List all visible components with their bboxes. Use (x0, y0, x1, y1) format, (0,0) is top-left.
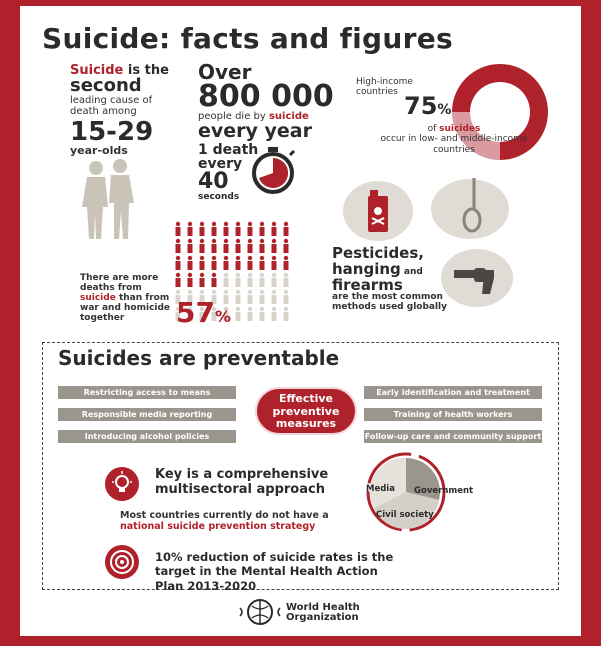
target-icon (104, 544, 140, 580)
people-die-text: people die by (198, 111, 269, 122)
low-middle-income-text (364, 124, 544, 155)
pictogram-person-suicide (200, 256, 205, 270)
lightbulb-icon (104, 466, 140, 502)
pictogram-person-suicide (272, 256, 277, 270)
suicide-word-2: suicide (268, 111, 309, 122)
percent-57 (176, 296, 231, 329)
pictogram-person-suicide (260, 222, 265, 236)
percent-75-number: 75 (404, 92, 438, 120)
every-text: every (198, 156, 243, 172)
fact-deaths (198, 62, 348, 141)
pictogram-person-other (260, 290, 265, 304)
is-the-text: is the (123, 63, 169, 78)
stopwatch-icon (248, 146, 304, 194)
most-countries-pre: Most countries currently do not have a (120, 510, 329, 521)
pictogram-person-suicide (176, 256, 181, 270)
pictogram-person-suicide (284, 222, 289, 236)
effective-measures-badge: Effective preventive measures (255, 387, 357, 435)
pictogram-person-suicide (188, 256, 193, 270)
pictogram-person-other (272, 290, 277, 304)
who-name-line1: World Health (286, 602, 360, 613)
pictogram-person-suicide (224, 239, 229, 253)
pictogram-person-suicide (236, 222, 241, 236)
measure-right-3: Follow-up care and community support (364, 432, 542, 441)
methods-title-2: firearms (332, 275, 403, 294)
one-death-text: 1 death (198, 142, 259, 158)
target-text: 10% reduction of suicide rates is the target in the Mental Health Action Plan 2013-2020 (155, 550, 394, 593)
pictogram-person-suicide (200, 239, 205, 253)
who-name-line2: Organization (286, 612, 359, 623)
pictogram-person-other (248, 307, 253, 321)
methods-subtitle: are the most common methods used globally (332, 292, 448, 312)
pictogram-person-suicide (236, 239, 241, 253)
pictogram-person-suicide (212, 273, 217, 287)
cycle-label-media: Media (366, 484, 395, 494)
year-olds-text: year-olds (70, 144, 128, 157)
deaths-number: 800 000 (198, 79, 334, 114)
pictogram-person-suicide (260, 239, 265, 253)
pictogram-person-other (260, 307, 265, 321)
percent-57-number: 57 (176, 296, 215, 329)
pictogram-person-other (272, 273, 277, 287)
pictogram-person-suicide (200, 273, 205, 287)
pictogram-person-suicide (176, 239, 181, 253)
young-people-icon (72, 158, 142, 240)
over-text: Over (198, 60, 252, 84)
pictogram-person-suicide (212, 239, 217, 253)
pictogram-person-other (284, 290, 289, 304)
who-logo-icon (238, 598, 282, 626)
measure-right-1: Early identification and treatment (364, 386, 542, 399)
seconds-text: seconds (198, 192, 240, 202)
pictogram-person-suicide (212, 222, 217, 236)
most-countries-text (120, 510, 350, 533)
pictogram-person-other (236, 290, 241, 304)
measure-left-3: Introducing alcohol policies (58, 430, 236, 443)
seconds-number: 40 (198, 169, 229, 194)
national-strategy-text: national suicide prevention strategy (120, 521, 316, 533)
pictogram-person-suicide (284, 239, 289, 253)
pictogram-person-suicide (272, 239, 277, 253)
pesticide-icon (342, 180, 414, 242)
every-year-text: every year (198, 120, 312, 142)
who-name (286, 603, 360, 623)
key-approach-text: Key is a comprehensive multisectoral approach (155, 467, 329, 497)
pictogram-person-other (284, 307, 289, 321)
suicides-word: suicides (439, 124, 481, 134)
pictogram-person-suicide (188, 239, 193, 253)
methods-title (332, 246, 452, 278)
preventable-title: Suicides are preventable (58, 346, 340, 370)
pictogram-person-suicide (248, 222, 253, 236)
second-text: second (70, 75, 142, 96)
pictogram-person-suicide (284, 256, 289, 270)
pictogram-person-other (284, 273, 289, 287)
pictogram-person-other (236, 307, 241, 321)
measure-left-2: Responsible media reporting (58, 408, 236, 421)
noose-icon (430, 178, 510, 240)
pictogram-person-suicide (224, 256, 229, 270)
suicide-word-3: suicide (80, 292, 116, 303)
pictogram-person-other (248, 290, 253, 304)
leading-cause-text: leading cause of death among (70, 95, 153, 117)
war-homicide-text (80, 274, 180, 323)
high-income-text: High-income (356, 77, 413, 87)
methods-title-text: Pesticides, hanging (332, 244, 424, 278)
pictogram-person-suicide (212, 256, 217, 270)
methods-and-text: and (400, 266, 423, 277)
page-title: Suicide: facts and figures (42, 22, 453, 55)
pictogram-person-other (236, 273, 241, 287)
occur-text: occur in low- and middle-income countries (380, 134, 528, 155)
pictogram-person-other (248, 273, 253, 287)
pictogram-person-suicide (236, 256, 241, 270)
war-pre-text: There are more deaths from (80, 273, 159, 293)
pictogram-person-suicide (224, 222, 229, 236)
measure-left-1: Restricting access to means (58, 386, 236, 399)
percent-57-sign: % (214, 307, 231, 326)
percent-75-sign: % (437, 102, 452, 118)
pictogram-person-suicide (188, 273, 193, 287)
fact-methods (332, 246, 452, 312)
pictogram-person-other (224, 273, 229, 287)
pictogram-person-suicide (200, 222, 205, 236)
pictogram-person-suicide (188, 222, 193, 236)
cycle-label-government: Government (414, 486, 474, 496)
measure-right-2: Training of health workers (364, 408, 542, 421)
percent-75 (404, 92, 451, 120)
age-range: 15-29 (70, 117, 154, 147)
countries-text: countries (356, 86, 398, 97)
pictogram-person-other (272, 307, 277, 321)
pictogram-person-suicide (248, 256, 253, 270)
pictogram-person-suicide (248, 239, 253, 253)
pictogram-person-suicide (272, 222, 277, 236)
pictogram-person-other (260, 273, 265, 287)
suicide-word: Suicide (70, 63, 124, 78)
pictogram-person-suicide (260, 256, 265, 270)
war-post-text: than from war and homicide together (80, 292, 171, 323)
fact-age (70, 64, 180, 156)
cycle-label-civil-society: Civil society (376, 510, 434, 520)
of-text: of (427, 124, 440, 134)
pictogram-person-suicide (176, 222, 181, 236)
